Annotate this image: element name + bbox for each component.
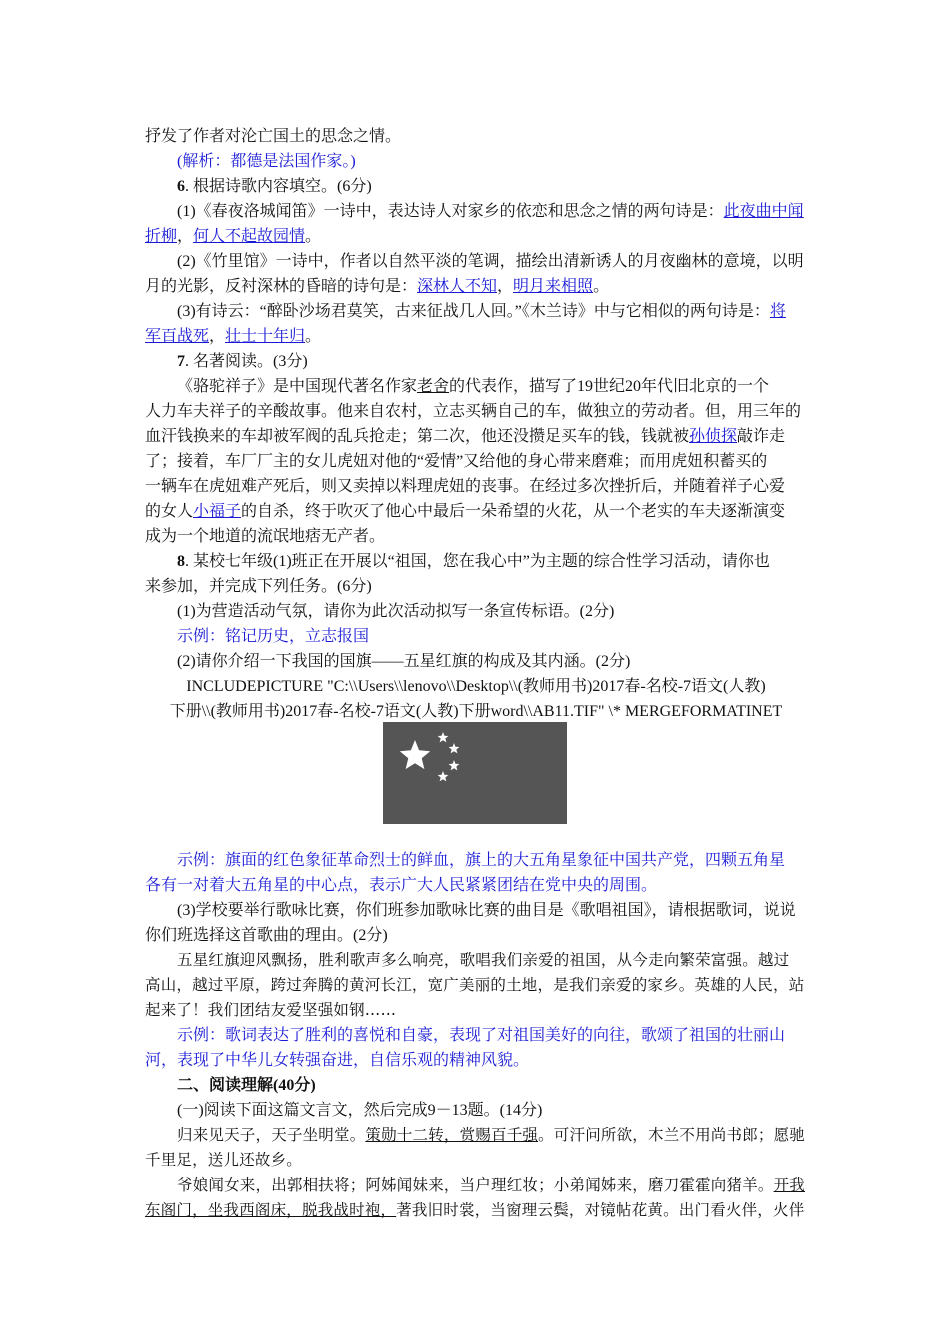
question-7-para: 了；接着，车厂厂主的女儿虎妞对他的“爱情”又给他的身心带来磨难；而用虎妞积蓄买的 (145, 453, 768, 470)
question-8-3-answer: 示例：歌词表达了胜利的喜悦和自豪，表现了对祖国美好的向往，歌颂了祖国的壮丽山 (177, 1027, 786, 1044)
classical-text-line: 爷娘闻女来，出郭相扶将；阿姊闻妹来，当户理红妆；小弟闻姊来，磨刀霍霍向猪羊。开我 (177, 1176, 806, 1194)
small-star-icon (449, 760, 460, 770)
question-8-title-cont: 来参加，并完成下列任务。(6分) (145, 578, 372, 595)
small-star-icon (449, 743, 460, 753)
question-6-1-cont: 折柳，何人不起故园情。 (145, 228, 322, 245)
small-star-icon (438, 771, 449, 781)
question-8-title: 8. 某校七年级(1)班正在开展以“祖国，您在我心中”为主题的综合性学习活动，请你也 (177, 553, 770, 570)
small-star-icon (438, 732, 449, 742)
national-flag-image (383, 722, 567, 824)
lyrics-line: 五星红旗迎风飘扬，胜利歌声多么响亮，歌唱我们亲爱的祖国，从今走向繁荣富强。越过 (177, 951, 790, 969)
question-7-para: 血汗钱换来的车却被军阀的乱兵抢走；第二次，他还没攒足买车的钱，钱就被孙侦探敲诈走 (145, 428, 786, 445)
question-8-2-answer-cont: 各有一对着大五角星的中心点，表示广大人民紧紧团结在党中央的周围。 (145, 877, 658, 894)
question-8-3-cont: 你们班选择这首歌曲的理由。(2分) (145, 927, 388, 944)
flag-stars (383, 722, 567, 824)
question-7-title: 7. 名著阅读。(3分) (177, 353, 308, 370)
question-6-2: (2)《竹里馆》一诗中，作者以自然平淡的笔调，描绘出清新诱人的月夜幽林的意境，以明 (177, 253, 804, 270)
question-6-title: 6. 根据诗歌内容填空。(6分) (177, 178, 372, 195)
question-8-2-answer: 示例：旗面的红色象征革命烈士的鲜血，旗上的大五角星象征中国共产党，四颗五角星 (177, 852, 786, 869)
section-2-1-title: (一)阅读下面这篇文言文，然后完成9－13题。(14分) (177, 1102, 543, 1119)
question-8-3: (3)学校要举行歌咏比赛，你们班参加歌咏比赛的曲目是《歌唱祖国》，请根据歌词，说说 (177, 902, 796, 919)
question-8-2: (2)请你介绍一下我国的国旗——五星红旗的构成及其内涵。(2分) (177, 653, 631, 670)
question-6-3: (3)有诗云：“醉卧沙场君莫笑，古来征战几人回。”《木兰诗》中与它相似的两句诗是：将 (177, 303, 786, 320)
lyrics-line: 起来了！我们团结友爱坚强如钢…… (145, 1001, 397, 1019)
lyrics-line: 高山，越过平原，跨过奔腾的黄河长江，宽广美丽的土地，是我们亲爱的家乡。英雄的人民，站 (145, 976, 805, 994)
question-8-1-answer: 示例：铭记历史，立志报国 (177, 628, 370, 645)
text-line: 抒发了作者对沦亡国土的思念之情。 (145, 128, 402, 145)
question-7-para: 的女人小福子的自杀，终于吹灭了他心中最后一朵希望的火花，从一个老实的车夫逐渐演变 (145, 503, 786, 520)
question-6-3-cont: 军百战死，壮士十年归。 (145, 328, 322, 345)
classical-text-line: 东阁门，坐我西阁床，脱我战时袍，著我旧时裳，当窗理云鬓，对镜帖花黄。出门看火伴，火伴 (145, 1201, 805, 1219)
question-6-1: (1)《春夜洛城闻笛》一诗中，表达诗人对家乡的依恋和思念之情的两句诗是：此夜曲中闻 (177, 203, 804, 220)
question-8-1: (1)为营造活动气氛，请你为此次活动拟写一条宣传标语。(2分) (177, 603, 615, 620)
question-7-para: 一辆车在虎妞难产死后，则又卖掉以料理虎妞的丧事。在经过多次挫折后，并随着祥子心爱 (145, 478, 786, 495)
classical-text-line: 千里足，送儿还故乡。 (145, 1151, 303, 1169)
question-7-para: 成为一个地道的流氓地痞无产者。 (145, 528, 386, 545)
question-7-para: 人力车夫祥子的辛酸故事。他来自农村，立志买辆自己的车，做独立的劳动者。但，用三年的 (145, 403, 802, 420)
question-8-3-answer-cont: 河，表现了中华儿女转强奋进，自信乐观的精神风貌。 (145, 1052, 530, 1069)
include-field-code: 下册\\(教师用书)2017春-名校-7语文(人教)下册word\\AB11.TIF" \* MERGEFORMATINET (169, 703, 783, 720)
question-6-2-cont: 月的光影，反衬深林的昏暗的诗句是：深林人不知，明月来相照。 (145, 278, 610, 295)
big-star-icon (400, 740, 430, 769)
question-7-para: 《骆驼祥子》是中国现代著名作家老舍的代表作，描写了19世纪20年代旧北京的一个 (177, 378, 770, 395)
classical-text-line: 归来见天子，天子坐明堂。策勋十二转，赏赐百千强。可汗问所欲，木兰不用尚书郎；愿驰 (177, 1126, 806, 1144)
include-field-code: INCLUDEPICTURE "C:\\Users\\lenovo\\Desktop\\(教师用书)2017春-名校-7语文(人教) (186, 678, 766, 695)
analysis-note: (解析：都德是法国作家。) (177, 153, 356, 170)
section-2-title: 二、阅读理解(40分) (177, 1077, 316, 1094)
